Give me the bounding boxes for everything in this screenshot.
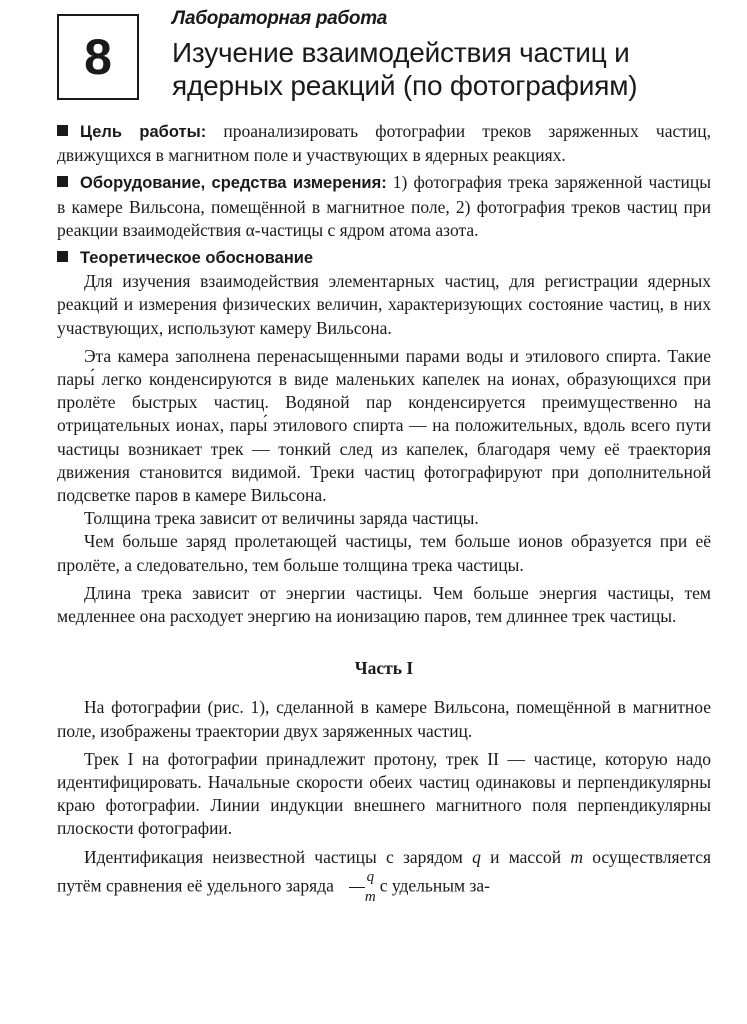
theory-paragraph: Толщина трека зависит от величины заряда частицы. — [84, 508, 479, 529]
theory-paragraph: Эта камера заполнена перенасыщенными парами воды и этилового спирта. Такие пары́ легко конденсируются в виде маленьких капелек на ионах, образующихся при пролёте быстрых частиц. Водяной пар конденсируется преимущественно на отрицательных ионах, пары́ этилового спирта — на положительных, вдоль всего пути частицы возникает трек — тонкий след из капелек, благодаря чему её траектория движения становится видимой. Треки частиц фотографируют при дополнительной подсветке паров в камере Вильсона. — [57, 345, 711, 506]
lab-number: 8 — [57, 14, 139, 100]
goal-text: проанализировать фотографии треков заряженных частиц, движущихся в магнитном поле и участвующих в ядерных реакциях. — [57, 121, 711, 166]
page-header — [0, 0, 747, 110]
theory-heading: Теоретическое обоснование — [80, 249, 314, 268]
theory-paragraph: Для изучения взаимодействия элементарных частиц, для регистрации ядерных реакций и измерения физических величин, характеризующих состояние частиц, в них участвующих, используют камеру Вильсона. — [57, 271, 711, 338]
part1-paragraph: Трек I на фотографии принадлежит протону, трек II — частице, которую надо идентифицировать. Начальные скорости обеих частиц одинаковы и перпендикулярны краю фотографии. Линии индукции внешнего магнитного поля перпендикулярны плоскости фотографии. — [57, 748, 711, 839]
theory-paragraph: Длина трека зависит от энергии частицы. Чем больше энергия частицы, тем медленнее она расходует энергию на ионизацию паров, тем длиннее трек частицы. — [57, 582, 711, 627]
lab-title: Изучение взаимодействия частиц и ядерных реакций (по фотографиям) — [172, 37, 638, 101]
part1-title: Часть I — [354, 658, 414, 679]
square-bullet-icon — [57, 125, 68, 136]
theory-paragraph: Чем больше заряд пролетающей частицы, тем больше ионов образуется при её пролёте, а следовательно, тем больше толщина трека частицы. — [57, 531, 711, 575]
specific-charge-fraction: $\frac{q}{m}$ — [338, 869, 376, 906]
goal-section — [57, 120, 711, 167]
equipment-heading: Оборудование, средства измерения: — [80, 174, 387, 193]
equipment-section — [57, 171, 711, 242]
part1-paragraph: На фотографии (рис. 1), сделанной в камере Вильсона, помещённой в магнитное поле, изображены траектории двух заряженных частиц. — [57, 697, 711, 741]
goal-heading: Цель работы: — [80, 123, 207, 141]
square-bullet-icon — [57, 251, 68, 262]
lab-label: Лабораторная работа — [172, 8, 388, 29]
part1-paragraph-last: Идентификация неизвестной частицы с зарядом q и массой m осуществляется путём сравнения её удельного заряда $\frac{q}{m}$ с удельным за- — [57, 846, 712, 905]
theory-section — [57, 246, 711, 628]
equipment-text: 1) фотография трека заряженной частицы в камере Вильсона, помещённой в магнитное поле, 2) фотография треков частиц при реакции взаимодействия α-частицы с ядром атома азота. — [57, 172, 711, 240]
part1-section — [57, 696, 711, 905]
page-content — [57, 120, 711, 906]
square-bullet-icon — [57, 176, 68, 187]
